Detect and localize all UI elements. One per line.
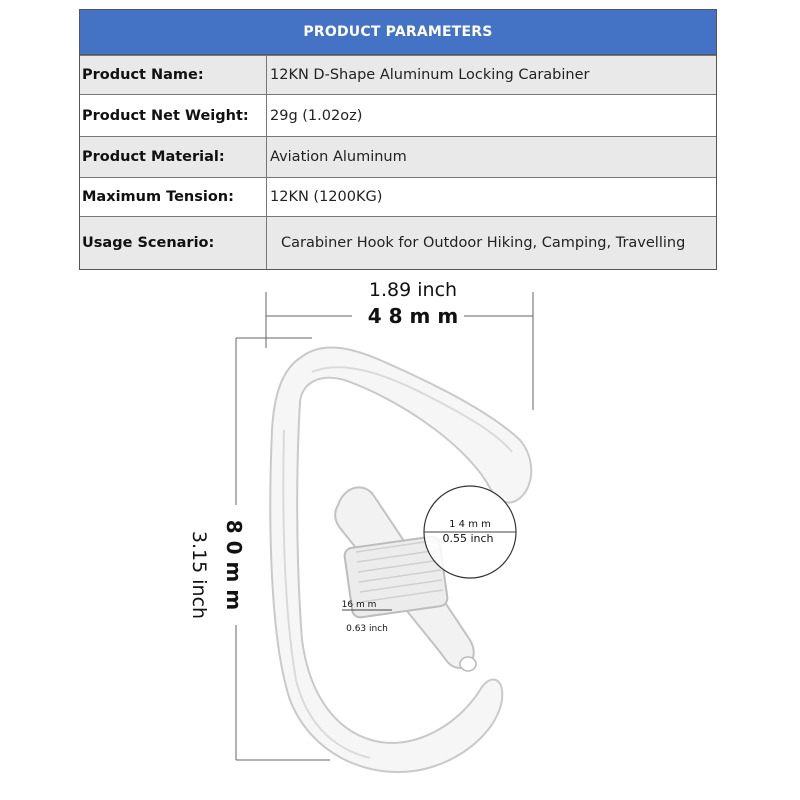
width-mm-label: 4 8 m m xyxy=(367,304,459,328)
table-header: PRODUCT PARAMETERS xyxy=(80,10,716,55)
gate-mm-label: 1 4 m m xyxy=(449,519,491,530)
gate-inch-label: 0.55 inch xyxy=(442,532,494,545)
row-label: Product Name: xyxy=(80,56,267,94)
row-label: Maximum Tension: xyxy=(80,178,267,216)
lock-mm-label: 16 m m xyxy=(341,600,377,610)
row-value: Aviation Aluminum xyxy=(270,149,407,165)
width-inch-label: 1.89 inch xyxy=(368,279,458,301)
row-label: Usage Scenario: xyxy=(80,217,267,269)
lock-inch-label: 0.63 inch xyxy=(346,624,388,634)
row-value: 12KN D-Shape Aluminum Locking Carabiner xyxy=(270,67,590,83)
gate-measure xyxy=(424,486,516,578)
height-mm-label: 8 0 m m xyxy=(222,519,246,611)
row-label: Product Net Weight: xyxy=(80,95,267,136)
row-label: Product Material: xyxy=(80,137,267,177)
row-value: Carabiner Hook for Outdoor Hiking, Camping, Travelling xyxy=(281,234,686,251)
row-value: 29g (1.02oz) xyxy=(270,107,363,124)
height-inch-label: 3.15 inch xyxy=(188,530,210,620)
row-value: 12KN (1200KG) xyxy=(270,189,383,205)
